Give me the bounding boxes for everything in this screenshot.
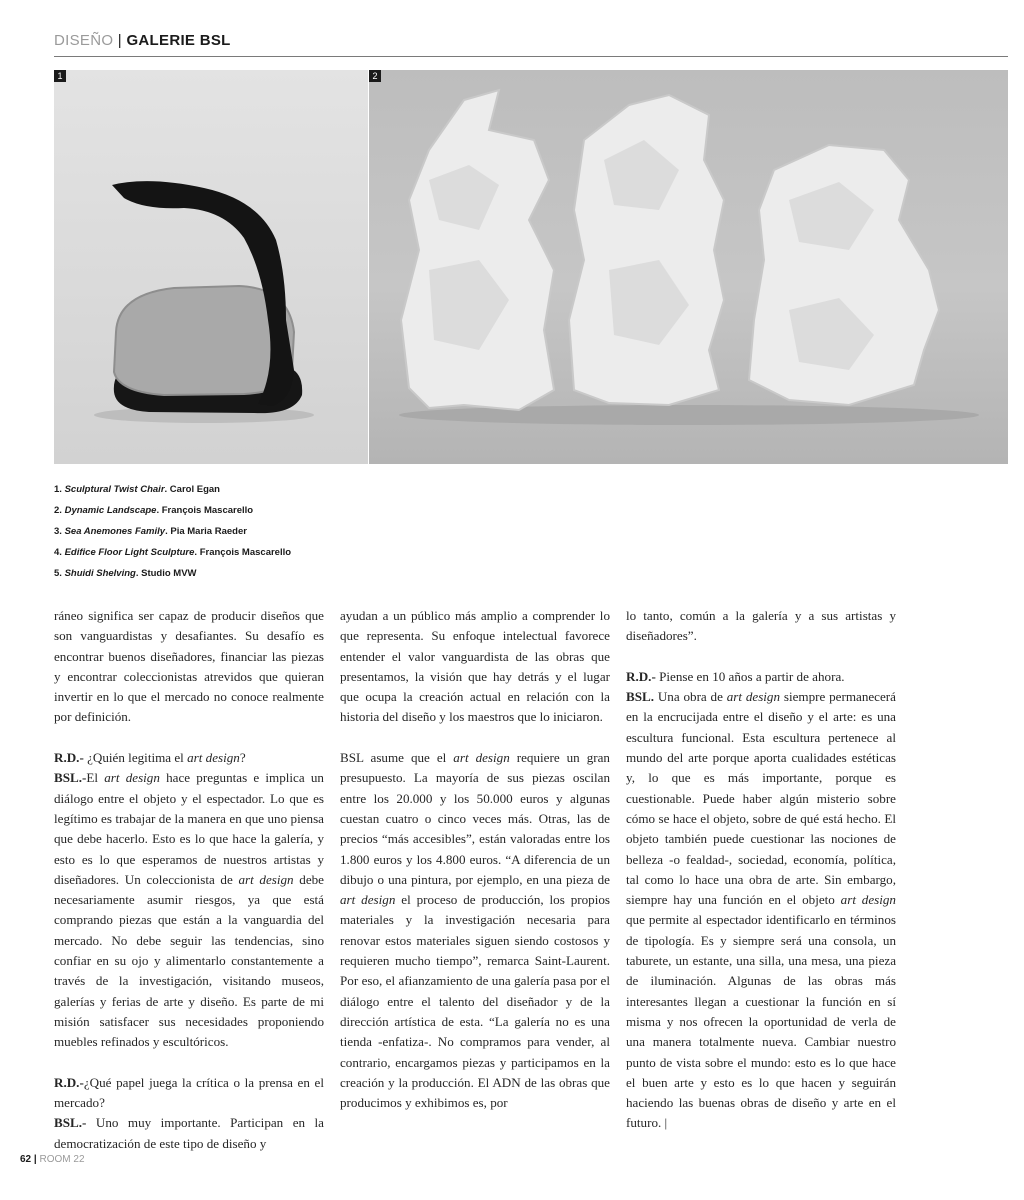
page-footer [20,1154,85,1165]
article-column-1 [54,606,324,1154]
shelving-illustration [369,70,1008,464]
caption: 4. Edifice Floor Light Sculpture. François Mascarello [54,547,292,558]
caption: 1. Sculptural Twist Chair. Carol Egan [54,484,220,495]
footer-separator: | [33,1154,37,1165]
question: R.D.-¿Qué papel juega la crítica o la prensa en el mercado? BSL.- Uno muy importante. Participan en la democratización de este tipo de diseño y [54,1074,324,1151]
photo-shelving [369,70,1008,464]
question: R.D.- Piense en 10 años a partir de ahora. BSL. Una obra de art design siempre permanecerá en la encrucijada entre el diseño y el arte: es una escultura funcional. Esta escultura pertenece al mundo del arte porque aporta cualidades estéticas y, lo que es más importante, porque es cuestionable. Puede haber algún misterio sobre cómo se hace el objeto, sobre de qué está hecho. El objeto también puede cuestionar las nociones de belleza -o fealdad-, sociedad, economía, política, tal como lo hace una obra de arte. Sin embargo, siempre hay una función en el objeto art design que permite al espectador identificarlo en términos de tipología. Es y siempre será una consola, un taburete, un estante, una silla, una mesa, una pieza de iluminación. Algunas de las obras más interesantes llegan a cuestionar la función en sí misma y nos ofrecen la oportunidad de verla de una manera totalmente nueva. Cambiar nuestro punto de vista sobre el mundo: esto es lo que hace el buen arte y esto es lo que hacen y seguirán haciendo las buenas obras de diseño y arte en el futuro. | [626,668,896,1131]
paragraph: ráneo significa ser capaz de producir diseños que son vanguardistas y desafiantes. Su desafío es encontrar buenos diseñadores, financiar las piezas y encontrar coleccionistas atrevidos que quieran invertir en lo que el mercado no conoce realmente por definición. [54,608,324,725]
paragraph: ayudan a un público más amplio a comprender lo que representa. Su enfoque intelectual favorece entender el valor vanguardista de las obras que presentamos, la visión que hay detrás y el lugar que ocupa la creación actual en relación con la historia del diseño y los maestros que lo iniciaron. [340,608,610,725]
magazine-name: ROOM 22 [39,1154,85,1165]
photo-chair [54,70,368,464]
gallery-name: GALERIE BSL [126,32,231,49]
article-column-3 [626,606,896,1134]
paragraph: BSL asume que el art design requiere un gran presupuesto. La mayoría de sus piezas oscilan entre los 20.000 y los 50.000 euros y algunas cuestan cuatro o cinco veces más. Otras, las de precios “más accesibles”, están valoradas entre los 1.800 euros y los 4.800 euros. “A diferencia de un dibujo o una pintura, por ejemplo, en una pieza de art design el proceso de producción, los propios materiales y la investigación necesaria para renovar estos materiales siguen siendo costosos y requieren mucho tiempo”, remarca Saint-Laurent. Por eso, el afianzamiento de una galería pasa por el diálogo entre el talento del diseñador y de la dirección artística de esta. “La galería no es una tienda -enfatiza-. No compramos para vender, al contrario, encargamos piezas y participamos en la creación y la producción. El ADN de las obras que producimos y exhibimos es, por [340,750,611,1111]
caption: 2. Dynamic Landscape. François Mascarello [54,505,254,516]
caption: 5. Shuidi Shelving. Studio MVW [54,568,197,579]
question: R.D.- ¿Quién legitima el art design? BSL.-El art design hace preguntas e implica un diálogo entre el objeto y el espectador. Lo que es legítimo es trabajar de la manera en que uno piensa que debe hacerlo. Esto es lo que hace la galería, y esto es lo que esperamos de nuestros artistas y diseñadores. Un coleccionista de art design debe necesariamente asumir riesgos, ya que está comprando piezas que están a la vanguardia del mercado. No debe seguir las tendencias, sino confiar en su ojo y alimentarlo constantemente a través de la investigación, visitando museos, galerías y ferias de arte y diseño. Es parte de mi misión satisfacer sus necesidades proponiendo muebles refinados y escultóricos. [54,750,324,1050]
header-rule [54,56,1008,57]
caption: 3. Sea Anemones Family. Pia Maria Raeder [54,526,247,537]
page-number: 62 [20,1154,32,1165]
header-separator: | [117,32,122,49]
photo-number: 2 [369,70,381,82]
paragraph: lo tanto, común a la galería y a sus artistas y diseñadores”. [626,608,896,644]
running-header [54,32,231,49]
chair-illustration [54,70,368,464]
photo-number: 1 [54,70,66,82]
article-column-2 [340,606,610,1113]
end-mark: | [661,1115,668,1131]
photo-captions [54,483,291,588]
section-label: DISEÑO [54,32,114,49]
